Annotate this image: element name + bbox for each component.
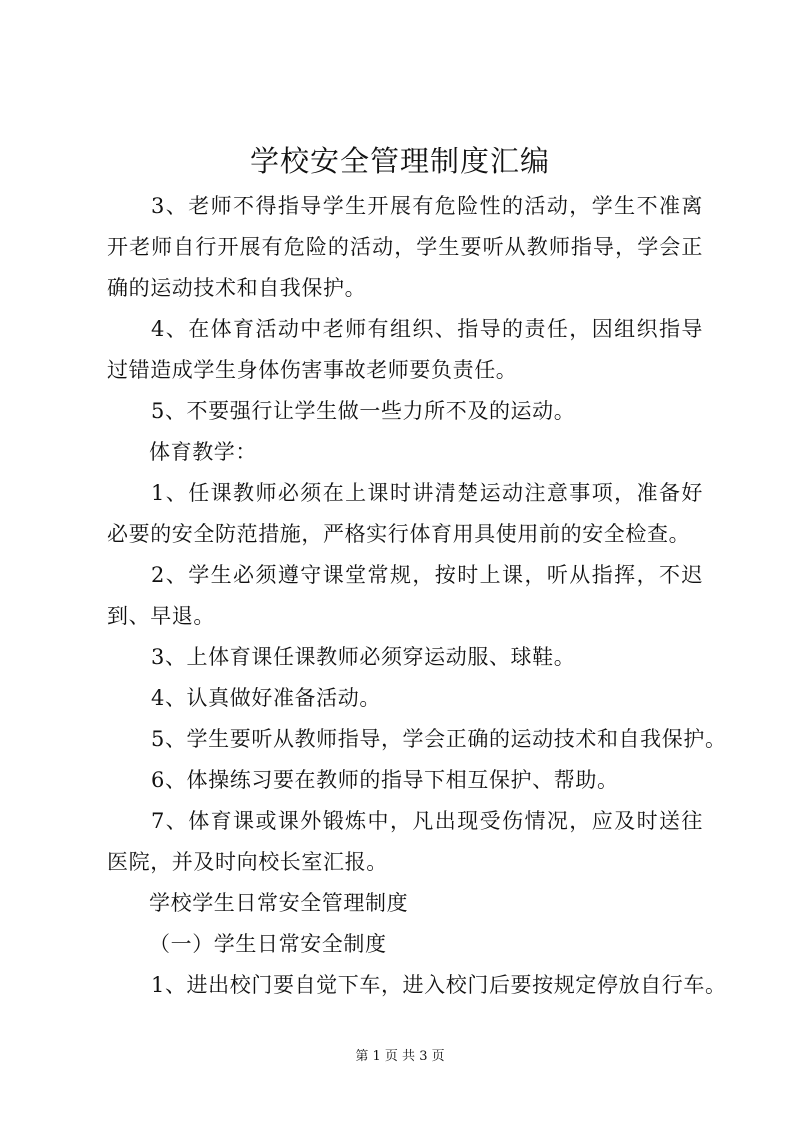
document-title: 学校安全管理制度汇编: [249, 144, 550, 178]
paragraph-pe-rule-7: 7、体育课或课外锻炼中，凡出现受伤情况，应及时送往医院，并及时向校长室汇报。: [107, 809, 703, 874]
section-heading-daily-safety: 学校学生日常安全管理制度: [149, 891, 409, 915]
document-body: [107, 186, 727, 1006]
paragraph-pe-rule-6: 6、体操练习要在教师的指导下相互保护、帮助。: [151, 768, 619, 792]
paragraph-teacher-guidance: 3、老师不得指导学生开展有危险性的活动，学生不准离开老师自行开展有危险的活动，学生要听从教师指导，学会正确的运动技术和自我保护。: [107, 194, 703, 300]
paragraph-pe-rule-5: 5、学生要听从教师指导，学会正确的运动技术和自我保护。: [151, 727, 727, 751]
page-footer: 第 1 页 共 3 页: [355, 1049, 445, 1064]
paragraph-pe-rule-3: 3、上体育课任课教师必须穿运动服、球鞋。: [151, 645, 576, 669]
paragraph-teacher-responsibility: 4、在体育活动中老师有组织、指导的责任，因组织指导过错造成学生身体伤害事故老师要负责任。: [107, 317, 703, 382]
section-heading-pe-teaching: 体育教学：: [149, 440, 257, 464]
paragraph-pe-rule-1: 1、任课教师必须在上课时讲清楚运动注意事项，准备好必要的安全防范措施，严格实行体育用具使用前的安全检查。: [107, 481, 703, 546]
subsection-heading-daily-safety-rules: （一）学生日常安全制度: [149, 932, 387, 956]
paragraph-pe-rule-2: 2、学生必须遵守课堂常规，按时上课，听从指挥，不迟到、早退。: [107, 563, 703, 628]
paragraph-no-forced-exercise: 5、不要强行让学生做一些力所不及的运动。: [151, 399, 576, 423]
paragraph-pe-rule-4: 4、认真做好准备活动。: [151, 686, 381, 710]
paragraph-daily-rule-1: 1、进出校门要自觉下车，进入校门后要按规定停放自行车。: [151, 973, 727, 997]
